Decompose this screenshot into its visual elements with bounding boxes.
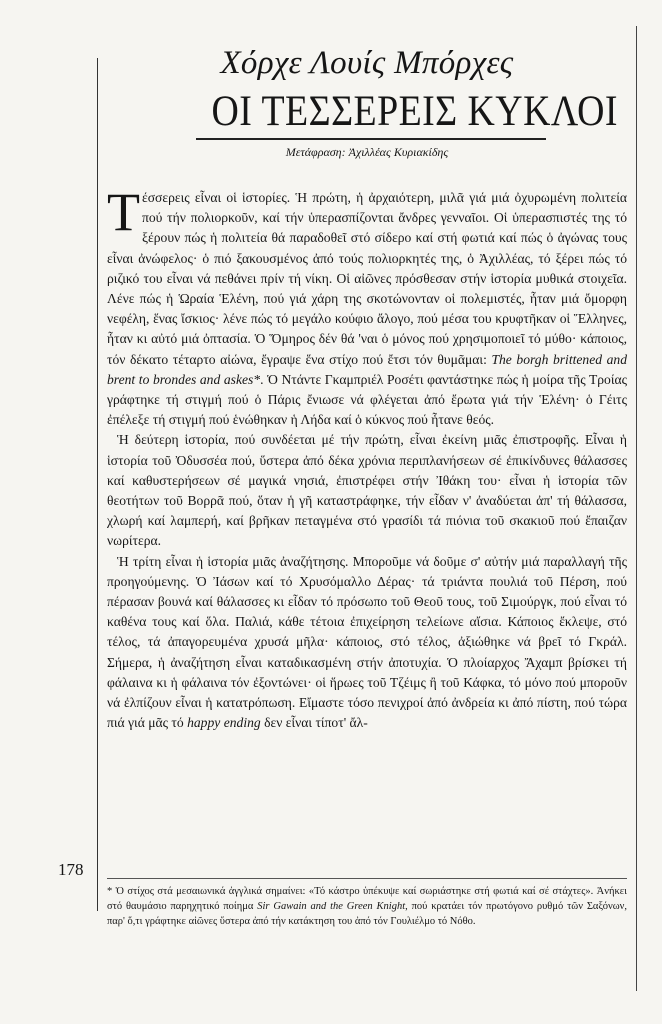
happy-ending-phrase: happy ending: [187, 715, 261, 731]
author-name: Χόρχε Λουίς Μπόρχες: [220, 45, 514, 81]
paragraph-1-text-b: . Ὁ Ντάντε Γκαμπριέλ Ροσέτι φαντάστηκε πώς ἡ μοίρα τῆς Τροίας γράφτηκε τή στιγμή πού ὁ Πάρις ἔνιωσε νά φλέγεται ἀπό ἔρωτα γιά τήν Ἑλένη· ὁ Γέιτς ἐπέλεξε τή στιγμή πού ἑνώθηκαν ἡ Λήδα καί ὁ κύκνος πού ἦτανε θεός.: [107, 371, 627, 428]
translator-credit: Μετάφραση: Ἀχιλλέας Κυριακίδης: [285, 145, 449, 159]
left-margin-rule: [97, 58, 98, 911]
drop-cap: T: [107, 182, 140, 242]
paragraph-3: [107, 552, 627, 734]
body-text: [107, 182, 628, 733]
footnote-text-a: * Ὁ στίχος στά μεσαιωνικά ἀγγλικά σημαίνει: «Τό κάστρο ὑπέκυψε καί σωριάστηκε στή φωτιά καί σέ στάχτες». Ἀνήκει στό θαυμάσιο παρηχητικό ποίημα: [107, 886, 627, 912]
footnote-rule: [107, 878, 627, 879]
paragraph-1-text-a: έσσερεις εἶναι οἱ ἱστορίες. Ἡ πρώτη, ἡ ἀρχαιότερη, μιλᾶ γιά μιά ὀχυρωμένη πολιτεία πού τήν πολιορκοῦν, καί τήν ὑπερασπίζονται ἄνδρες γενναῖοι. Οἱ ὑπερασπιστές της τό ξέρουν πώς ἡ πολιτεία θά παραδοθεῖ στό σίδερο καί στή φωτιά καί πώς ὁ ἀγώνας τους εἶναι ἀνώφελος· ὁ πιό ξακουσμένος ἀπό τούς πολιορκητές της, ὁ Ἀχιλλέας, τό ξέρει πώς τό ριζικό του εἶναι νά πεθάνει πρίν τή νίκη. Οἱ αἰῶνες πρόσθεσαν στήν ἱστορία μυθικά στοιχεῖα. Λένε πώς ἡ Ὡραία Ἑλένη, πού γιά χάρη της σκοτώνονταν οἱ πολεμιστές, ἦταν μιά ὄμορφη νεφέλη, ἕνας ἴσκιος· λένε πώς τό μεγάλο κούφιο ἄλογο, πού μέσα του κρυφτῆκαν οἱ Ἕλληνες, ἦταν κι αὐτό μιά ὀπτασία. Ὁ Ὅμηρος δέν θά 'ναι ὁ μόνος πού χρησιμοποιεῖ τό μύθο· κάποιος, τόν δέκατο τέταρτο αἰώνα, ἔγραψε ἕνα στίχο πού ἔτσι τόν θυμᾶμαι:: [107, 190, 627, 367]
footnote-poem-title: Sir Gawain and the Green Knight: [257, 901, 406, 912]
paragraph-3-text-a: Ἡ τρίτη εἶναι ἡ ἱστορία μιᾶς ἀναζήτησης. Μποροῦμε νά δοῦμε σ' αὐτήν μιά παραλλαγή τῆς προηγούμενης. Ὁ Ἰάσων καί τό Χρυσόμαλλο Δέρας· τά τριάντα πουλιά τοῦ Πέρση, πού πέρασαν βουνά καί θάλασσες κι εἶδαν τό πρόσωπο τοῦ Θεοῦ τους, τοῦ Σιμούργκ, πού εἶναι τό καθένα τους καί ὅλα. Παλιά, κάθε τέτοια ἐπιχείρηση τελείωνε αἴσια. Κάποιος ἔκλεψε, στό τέλος, τά ἀπαγορευμένα χρυσά μῆλα· κάποιος, στό τέλος, ἀξιώθηκε νά βρεῖ τό Γκράλ. Σήμερα, ἡ ἀναζήτηση εἶναι καταδικασμένη στήν ἀποτυχία. Ὁ πλοίαρχος Ἄχαμπ βρίσκει τή φάλαινα κι ἡ φάλαινα τόν ἐξοντώνει· οἱ ἥρωες τοῦ Τζέιμς ἢ τοῦ Κάφκα, τό μόνο πού μποροῦν νά ἐλπίζουν εἶναι ἡ κατατρόπωση. Εἴμαστε τόσο πενιχροί ἀπό ἀνδρεία κι ἀπό πίστη, πού τώρα πιά γιά μᾶς τό: [107, 553, 627, 731]
paragraph-3-text-b: δεν εἶναι τίποτ' ἄλ-: [260, 715, 368, 731]
paragraph-2: Ἡ δεύτερη ἱστορία, πού συνδέεται μέ τήν πρώτη, εἶναι ἐκείνη μιᾶς ἐπιστροφῆς. Εἶναι ἡ ἱστορία τοῦ Ὀδυσσέα πού, ὕστερα ἀπό δέκα χρόνια περιπλανήσεων σέ ἐπικίνδυνες θάλασσες καί καθυστερήσεων σέ μαγικά νησιά, ἐπιστρέφει στήν Ἰθάκη του· εἶναι ἡ ἱστορία τῶν θεοτήτων τοῦ Βορρᾶ πού, ὅταν ἡ γῆ καταστράφηκε, τήν εἶδαν ν' ἀναδύεται ἀπ' τή θάλασσα, χλωρή καί λαμπερή, καί βρῆκαν πεταγμένα στό γρασίδι τά πιόνια τοῦ σκακιοῦ πού ἔπαιζαν νωρίτερα.: [107, 432, 627, 549]
right-margin-rule: [636, 26, 637, 991]
quoted-verse: The borgh brittened and brent to brondes and askes*: [107, 351, 628, 387]
page-title: ΟΙ ΤΕΣΣΕΡΕΙΣ ΚΥΚΛΟΙ: [211, 88, 618, 135]
footnote-text-b: , πού κρατάει τόν πρωτόγονο ρυθμό τῶν Σαξόνων, παρ' ὅ,τι γράφτηκε αἰῶνες ὕστερα ἀπό τήν κατάκτηση του ἀπό τόν Γουλιέλμο τό Νόθο.: [107, 901, 628, 927]
paragraph-1: [107, 182, 628, 430]
page-number: 178: [58, 860, 84, 879]
footnote: [107, 884, 627, 929]
title-underline: [196, 138, 546, 140]
